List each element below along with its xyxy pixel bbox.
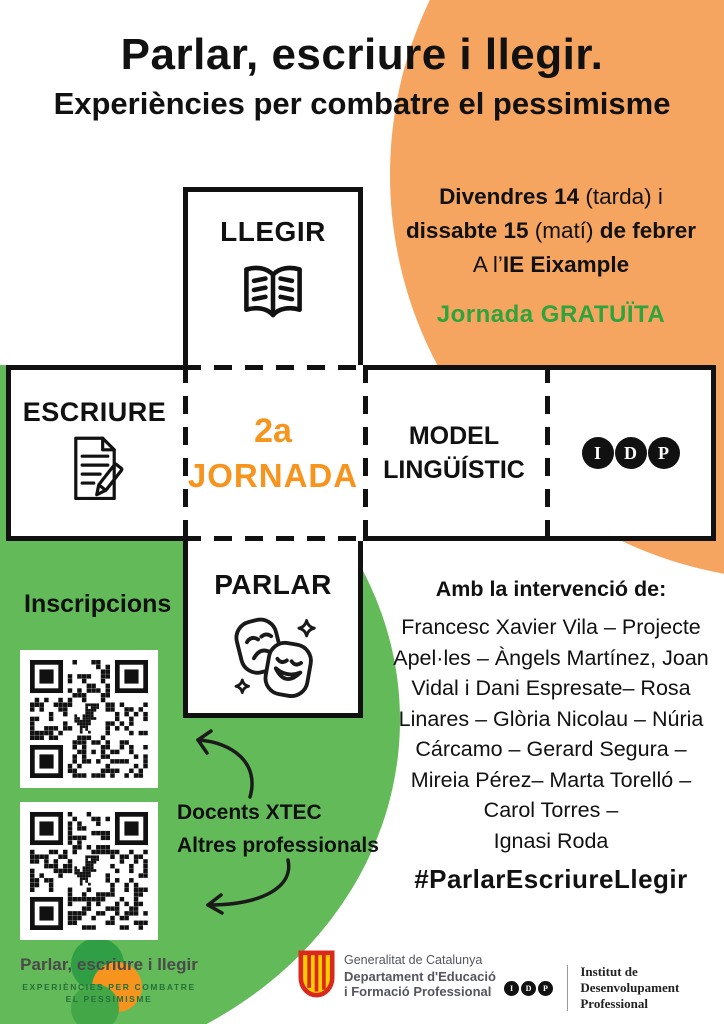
free-event-label: Jornada GRATUÏTA <box>436 301 666 328</box>
model-label-line1: MODEL <box>408 422 500 450</box>
event-date-line2: dissabte 15 (matí) de febrer <box>405 218 697 243</box>
divider-model-idp <box>545 365 550 541</box>
cross-box-escriure <box>6 365 183 541</box>
divider-center-model <box>363 365 368 541</box>
row-bottom-border-right <box>363 536 716 541</box>
idp-footer-block <box>504 964 724 1012</box>
speaker-line: Linares – Glòria Nicolau – Núria <box>398 706 704 731</box>
event-date-line1: Divendres 14 (tarda) i <box>439 184 663 209</box>
qr-docents-xtec[interactable] <box>20 650 158 788</box>
idp-logo <box>582 437 680 469</box>
row-top-border-left <box>6 365 183 370</box>
document-pencil-icon <box>63 434 127 509</box>
idp-footer-letter-d: D <box>521 981 536 996</box>
row-right-border <box>711 365 716 541</box>
row-top-border-dashed <box>183 365 363 370</box>
model-label-line2: LINGÜÍSTIC <box>383 456 525 484</box>
gencat-text: Generalitat de Catalunya Departament d'Educació i Formació Professional <box>344 953 496 1000</box>
event-info <box>386 180 716 332</box>
poster-subtitle: Experiències per combatre el pessimisme <box>53 86 671 121</box>
event-location: A l’IE Eixample <box>472 252 630 277</box>
jornada-word: JORNADA <box>187 456 359 494</box>
arrow-to-qr1 <box>198 740 252 797</box>
cross-box-llegir <box>183 187 363 365</box>
poster-title: Parlar, escriure i llegir. <box>120 30 604 79</box>
footer-logo-subtitle: EXPERIÈNCIES PER COMBATRE EL PESSIMISME <box>22 982 196 1004</box>
idp-footer-logo <box>504 981 553 996</box>
llegir-label: LLEGIR <box>220 216 326 247</box>
idp-letter-p: P <box>648 437 680 469</box>
speaker-line: Ignasi Roda <box>493 828 609 853</box>
arrow-to-qr2 <box>208 860 289 905</box>
speakers-heading: Amb la intervenció de: <box>435 577 667 601</box>
footer-divider <box>567 965 568 1011</box>
speakers-block <box>378 577 724 895</box>
divider-escriure-center <box>183 365 188 541</box>
footer-logo-title: Parlar, escriure i llegir <box>20 955 198 974</box>
cross-box-idp-logo <box>545 365 716 541</box>
idp-letter-d: D <box>615 437 647 469</box>
row-top-border-right <box>363 365 716 370</box>
speaker-line: Cárcamo – Gerard Segura – <box>415 737 687 761</box>
speaker-line: Apel·les – Àngels Martínez, Joan <box>393 645 709 670</box>
gencat-shield-icon <box>298 950 335 1003</box>
idp-footer-letter-p: P <box>538 981 553 996</box>
curved-arrows <box>150 715 350 925</box>
event-hashtag: #ParlarEscriureLlegir <box>414 864 688 894</box>
audience-line2: Altres professionals <box>177 834 379 857</box>
speaker-line: Vidal i Dani Espresate– Rosa <box>411 676 691 700</box>
audience-line1: Docents XTEC <box>177 801 322 824</box>
parlar-label: PARLAR <box>214 569 332 600</box>
escriure-label: ESCRIURE <box>22 397 167 427</box>
speaker-line: Mireia Pérez– Marta Torelló – <box>410 767 692 792</box>
speaker-line: Carol Torres – <box>483 798 619 822</box>
inscripcions-heading: Inscripcions <box>24 590 172 618</box>
jornada-number: 2a <box>254 411 292 450</box>
open-book-icon <box>235 262 311 329</box>
row-left-border <box>6 365 11 541</box>
speaker-line: Francesc Xavier Vila – Projecte <box>401 615 701 639</box>
theater-masks-icon <box>225 609 321 710</box>
cross-box-parlar <box>183 541 363 718</box>
gencat-logo-block <box>298 950 496 1003</box>
idp-footer-name: Institut de Desenvolupament Professional <box>580 964 680 1011</box>
cross-box-jornada <box>183 365 363 541</box>
idp-letter-i: I <box>582 437 614 469</box>
idp-footer-letter-i: I <box>504 981 519 996</box>
row-bottom-border-left <box>6 536 183 541</box>
cross-box-model-linguistic <box>363 365 545 541</box>
qr-altres-professionals[interactable] <box>20 802 158 940</box>
row-bottom-border-dashed <box>183 536 363 541</box>
